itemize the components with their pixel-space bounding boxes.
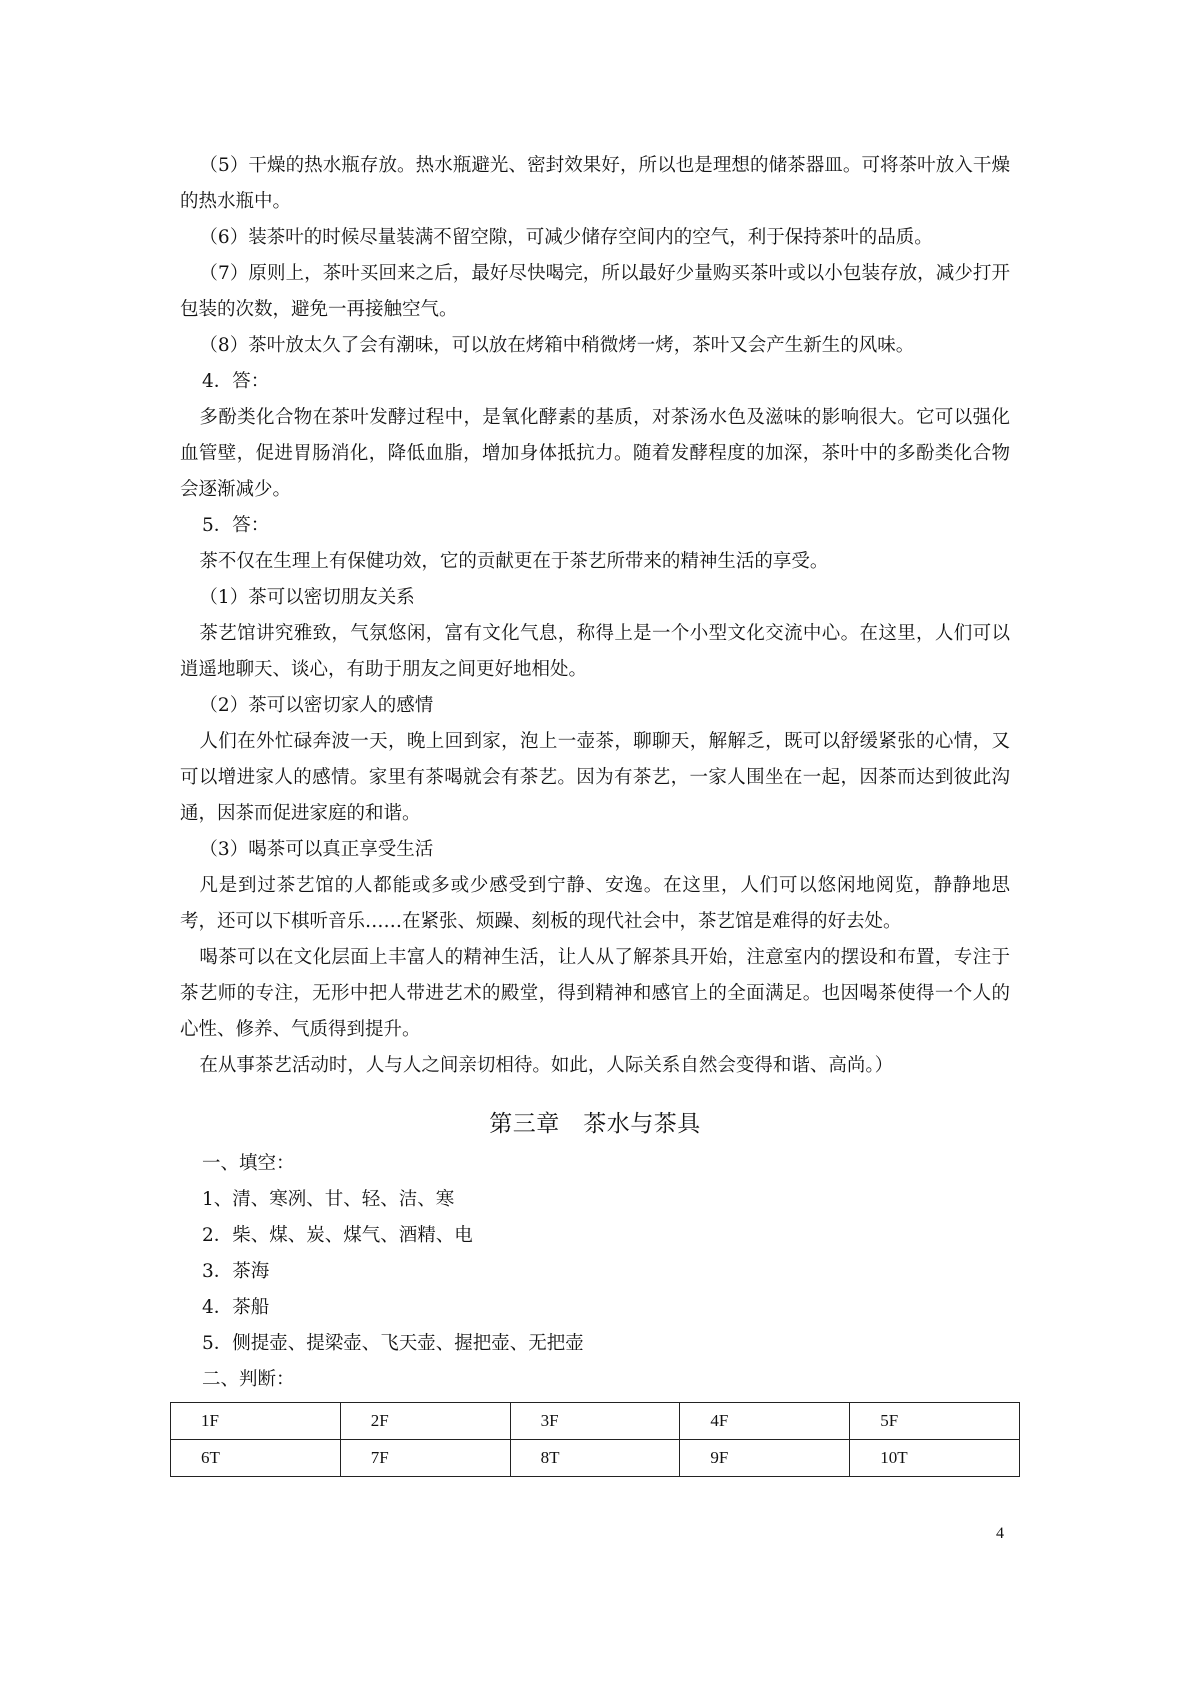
- table-cell: 10T: [850, 1440, 1020, 1477]
- table-row: [171, 1440, 1020, 1477]
- paragraph: 多酚类化合物在茶叶发酵过程中，是氧化酵素的基质，对茶汤水色及滋味的影响很大。它可以强化血管壁，促进胃肠消化，降低血脂，增加身体抵抗力。随着发酵程度的加深，茶叶中的多酚类化合物会逐渐减少。: [180, 407, 1010, 500]
- table-cell: 9F: [680, 1440, 850, 1477]
- paragraph: 在从事茶艺活动时，人与人之间亲切相待。如此，人际关系自然会变得和谐、高尚。）: [199, 1055, 894, 1076]
- paragraph: （1）茶可以密切朋友关系: [199, 587, 415, 608]
- table-cell: 2F: [340, 1403, 510, 1440]
- section-fill-heading: 一、填空：: [202, 1153, 295, 1174]
- answer-number-heading: 4．答：: [202, 371, 270, 392]
- paragraph: 凡是到过茶艺馆的人都能或多或少感受到宁静、安逸。在这里，人们可以悠闲地阅览，静静地思考，还可以下棋听音乐……在紧张、烦躁、刻板的现代社会中，茶艺馆是难得的好去处。: [180, 875, 1010, 932]
- table-cell: 8T: [510, 1440, 680, 1477]
- page-number: 4: [996, 1525, 1004, 1542]
- paragraph: （7）原则上，茶叶买回来之后，最好尽快喝完，所以最好少量购买茶叶或以小包装存放，减少打开包装的次数，避免一再接触空气。: [180, 263, 1010, 320]
- fill-answer-item: 2．柴、煤、炭、煤气、酒精、电: [202, 1225, 473, 1246]
- answer-text-block: [180, 148, 1010, 1084]
- paragraph: 喝茶可以在文化层面上丰富人的精神生活，让人从了解茶具开始，注意室内的摆设和布置，专注于茶艺师的专注，无形中把人带进艺术的殿堂，得到精神和感官上的全面满足。也因喝茶使得一个人的心性、修养、气质得到提升。: [180, 947, 1010, 1040]
- table-cell: 5F: [850, 1403, 1020, 1440]
- table-cell: 4F: [680, 1403, 850, 1440]
- answer-number-heading: 5．答：: [202, 515, 270, 536]
- paragraph: （6）装茶叶的时候尽量装满不留空隙，可减少储存空间内的空气，利于保持茶叶的品质。: [199, 227, 933, 248]
- page-content: [180, 148, 1010, 1477]
- table-cell: 7F: [340, 1440, 510, 1477]
- table-cell: 6T: [171, 1440, 341, 1477]
- paragraph: （5）干燥的热水瓶存放。热水瓶避光、密封效果好，所以也是理想的储茶器皿。可将茶叶放入干燥的热水瓶中。: [180, 155, 1010, 212]
- judge-answer-table: [170, 1402, 1020, 1477]
- fill-answer-item: 4．茶船: [202, 1297, 270, 1318]
- table-row: [171, 1403, 1020, 1440]
- fill-answer-item: 1、清、寒冽、甘、轻、洁、寒: [202, 1189, 455, 1210]
- paragraph: 茶艺馆讲究雅致，气氛悠闲，富有文化气息，称得上是一个小型文化交流中心。在这里，人们可以逍遥地聊天、谈心，有助于朋友之间更好地相处。: [180, 623, 1010, 680]
- fill-answer-item: 3．茶海: [202, 1261, 270, 1282]
- table-cell: 3F: [510, 1403, 680, 1440]
- section-judge-heading: 二、判断：: [202, 1369, 295, 1390]
- paragraph: （3）喝茶可以真正享受生活: [199, 839, 434, 860]
- chapter-title: 第三章 茶水与茶具: [489, 1111, 701, 1137]
- paragraph: 茶不仅在生理上有保健功效，它的贡献更在于茶艺所带来的精神生活的享受。: [199, 551, 829, 572]
- table-cell: 1F: [171, 1403, 341, 1440]
- paragraph: 人们在外忙碌奔波一天，晚上回到家，泡上一壶茶，聊聊天，解解乏，既可以舒缓紧张的心情，又可以增进家人的感情。家里有茶喝就会有茶艺。因为有茶艺，一家人围坐在一起，因茶而达到彼此沟通，因茶而促进家庭的和谐。: [180, 731, 1010, 824]
- paragraph: （2）茶可以密切家人的感情: [199, 695, 434, 716]
- fill-answers-list: [180, 1182, 1010, 1362]
- fill-answer-item: 5．侧提壶、提梁壶、飞天壶、握把壶、无把壶: [202, 1333, 584, 1354]
- paragraph: （8）茶叶放太久了会有潮味，可以放在烤箱中稍微烤一烤，茶叶又会产生新生的风味。: [199, 335, 915, 356]
